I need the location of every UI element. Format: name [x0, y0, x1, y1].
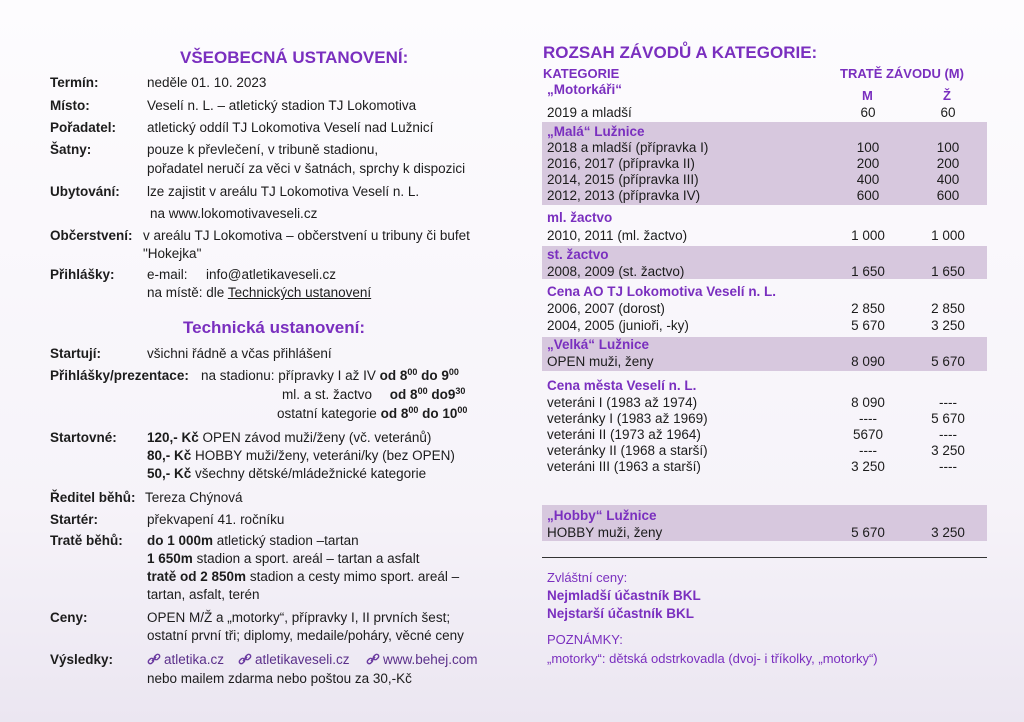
women-distance: 600: [936, 188, 960, 203]
organizer-label: Pořadatel:: [50, 120, 117, 135]
refreshments-line1: v areálu TJ Lokomotiva – občerstvení u tribuny či bufet: [143, 228, 470, 243]
men-distance: 400: [856, 172, 880, 187]
registration-onsite-text: na místě: dle: [147, 285, 225, 300]
women-distance: 60: [940, 105, 956, 120]
category-row: veteráni I (1983 až 1974): [547, 395, 698, 410]
place-label: Místo:: [50, 98, 90, 113]
prizes-label: Ceny:: [50, 610, 88, 625]
men-distance: 5 670: [851, 525, 885, 540]
director-label: Ředitel běhů:: [50, 490, 136, 505]
category-row: 2012, 2013 (přípravka IV): [547, 188, 701, 203]
special-prize-oldest: Nejstarší účastník BKL: [547, 606, 695, 621]
presentation-b-time: od $8^{00}$ $do9^{30}$: [389, 386, 466, 402]
category-row: veteráni III (1963 a starší): [547, 459, 701, 474]
men-distance: 5 670: [851, 318, 885, 333]
category-heading: „Hobby“ Lužnice: [547, 508, 657, 523]
results-label: Výsledky:: [50, 652, 114, 667]
category-row: OPEN muži, ženy: [547, 354, 654, 369]
fee-row-1: 120,- Kč OPEN závod muži/ženy (vč. veteránů): [147, 430, 432, 445]
organizer-value: atletický oddíl TJ Lokomotiva Veselí nad Lužnicí: [147, 120, 434, 135]
women-distance: 3 250: [931, 443, 965, 458]
women-distance: 1 000: [931, 228, 965, 243]
director-value: Tereza Chýnová: [145, 490, 243, 505]
category-row: veteráni II (1973 až 1964): [547, 427, 701, 442]
category-heading: „Motorkáři“: [547, 82, 623, 97]
changing-rooms-line1: pouze k převlečení, v tribuně stadionu,: [147, 142, 379, 157]
fee-label: Startovné:: [50, 430, 117, 445]
accommodation-line2: na www.lokomotivaveseli.cz: [150, 206, 318, 221]
category-row: 2018 a mladší (přípravka I): [547, 140, 709, 155]
notes-label: POZNÁMKY:: [547, 632, 623, 647]
men-distance: 200: [856, 156, 880, 171]
category-heading: Cena města Veselí n. L.: [547, 378, 697, 393]
presentation-a-time: od $8^{00}$ do $9^{00}$: [379, 367, 459, 383]
presentation-label: Přihlášky/prezentace:: [50, 368, 189, 383]
men-distance: 1 650: [851, 264, 885, 279]
women-distance: 100: [936, 140, 960, 155]
category-heading: Cena AO TJ Lokomotiva Veselí n. L.: [547, 284, 777, 299]
men-distance: ----: [859, 443, 877, 458]
special-prizes-label: Zvláštní ceny:: [547, 570, 628, 585]
category-row: 2010, 2011 (ml. žactvo): [547, 228, 688, 243]
women-distance: 5 670: [931, 354, 965, 369]
men-distance: 3 250: [851, 459, 885, 474]
women-column-header: Ž: [943, 88, 951, 103]
men-column-header: M: [862, 88, 873, 103]
track-row-2: 1 650m stadion a sport. areál – tartan a asfalt: [147, 551, 420, 566]
men-distance: 2 850: [851, 301, 885, 316]
prizes-line2: ostatní první tři; diplomy, medaile/poháry, věcné ceny: [147, 628, 464, 643]
women-distance: 400: [936, 172, 960, 187]
category-row: HOBBY muži, ženy: [547, 525, 663, 540]
date-value: neděle 01. 10. 2023: [147, 75, 267, 90]
track-row-3: tratě od 2 850m stadion a cesty mimo sport. areál –: [147, 569, 460, 584]
category-row: 2016, 2017 (přípravka II): [547, 156, 695, 171]
category-row: 2006, 2007 (dorost): [547, 301, 665, 316]
changing-rooms-line2: pořadatel neručí za věci v šatnách, sprchy k dispozici: [147, 161, 466, 176]
results-line2: nebo mailem zdarma nebo poštou za 30,-Kč: [147, 671, 412, 686]
men-distance: 5670: [852, 427, 884, 442]
women-distance: 1 650: [931, 264, 965, 279]
category-row: 2019 a mladší: [547, 105, 632, 120]
men-distance: 600: [856, 188, 880, 203]
link-icon: [366, 653, 380, 665]
results-link-2[interactable]: atletikaveseli.cz: [238, 652, 350, 667]
prizes-line1: OPEN M/Ž a „motorky“, přípravky I, II prvních šest;: [147, 610, 451, 625]
results-link-3[interactable]: www.behej.com: [366, 652, 478, 667]
technical-provisions-title: Technická ustanovení:: [183, 318, 366, 337]
category-heading: „Malá“ Lužnice: [547, 124, 645, 139]
presentation-a-text: na stadionu: přípravky I až IV: [201, 368, 376, 383]
date-label: Termín:: [50, 75, 99, 90]
category-row: 2014, 2015 (přípravka III): [547, 172, 699, 187]
starter-label: Startér:: [50, 512, 99, 527]
men-distance: 1 000: [851, 228, 885, 243]
presentation-b-text: ml. a st. žactvo: [282, 387, 373, 402]
refreshments-line2: "Hokejka": [143, 246, 202, 261]
category-row: veteránky II (1968 a starší): [547, 443, 708, 458]
category-heading: ml. žactvo: [547, 210, 613, 225]
results-link-1[interactable]: atletika.cz: [147, 652, 224, 667]
men-distance: ----: [859, 411, 877, 426]
changing-rooms-label: Šatny:: [50, 142, 92, 157]
registration-onsite: [147, 285, 371, 300]
link-icon: [238, 653, 252, 665]
place-value: Veselí n. L. – atletický stadion TJ Lokomotiva: [147, 98, 417, 113]
men-distance: 60: [860, 105, 876, 120]
women-distance: 5 670: [931, 411, 965, 426]
category-column-header: KATEGORIE: [543, 66, 620, 81]
notes-text: „motorky“: dětská odstrkovadla (dvoj- i tříkolky, „motorky“): [547, 651, 878, 666]
category-row: veteránky I (1983 až 1969): [547, 411, 708, 426]
category-heading: st. žactvo: [547, 247, 609, 262]
fee-row-2: 80,- Kč HOBBY muži/ženy, veteráni/ky (bez OPEN): [147, 448, 455, 463]
men-distance: 8 090: [851, 395, 885, 410]
general-provisions-title: VŠEOBECNÁ USTANOVENÍ:: [180, 48, 409, 67]
men-distance: 100: [856, 140, 880, 155]
registration-email[interactable]: info@atletikaveseli.cz: [206, 267, 337, 282]
link-icon: [147, 653, 161, 665]
divider: [542, 557, 987, 558]
registration-email-label: e-mail:: [147, 267, 188, 282]
distance-column-header: TRATĚ ZÁVODU (M): [840, 66, 964, 81]
accommodation-line1: lze zajistit v areálu TJ Lokomotiva Veselí n. L.: [147, 184, 420, 199]
categories-title: ROZSAH ZÁVODŮ A KATEGORIE:: [543, 43, 818, 62]
women-distance: 3 250: [931, 525, 965, 540]
accommodation-label: Ubytování:: [50, 184, 120, 199]
technical-provisions-link[interactable]: Technických ustanovení: [227, 285, 372, 300]
category-heading: „Velká“ Lužnice: [547, 337, 650, 352]
presentation-row-b: [282, 387, 465, 402]
starter-value: překvapení 41. ročníku: [147, 512, 285, 527]
presentation-row-a: [201, 368, 459, 383]
women-distance: ----: [939, 427, 957, 442]
presentation-row-c: [277, 406, 467, 421]
women-distance: ----: [939, 459, 957, 474]
starters-value: všichni řádně a včas přihlášení: [147, 346, 332, 361]
tracks-label: Tratě běhů:: [50, 533, 123, 548]
women-distance: 2 850: [931, 301, 965, 316]
women-distance: 3 250: [931, 318, 965, 333]
women-distance: 200: [936, 156, 960, 171]
fee-row-3: 50,- Kč všechny dětské/mládežnické kategorie: [147, 466, 427, 481]
refreshments-label: Občerstvení:: [50, 228, 133, 243]
registration-label: Přihlášky:: [50, 267, 115, 282]
presentation-c-text: ostatní kategorie: [277, 406, 377, 421]
men-distance: 8 090: [851, 354, 885, 369]
category-row: 2004, 2005 (junioři, -ky): [547, 318, 689, 333]
starters-label: Startují:: [50, 346, 102, 361]
presentation-c-time: od $8^{00}$ do $10^{00}$: [380, 405, 468, 421]
track-row-4: tartan, asfalt, terén: [147, 587, 260, 602]
special-prize-youngest: Nejmladší účastník BKL: [547, 588, 701, 603]
category-row: 2008, 2009 (st. žactvo): [547, 264, 685, 279]
track-row-1: do 1 000m atletický stadion –tartan: [147, 533, 359, 548]
women-distance: ----: [939, 395, 957, 410]
